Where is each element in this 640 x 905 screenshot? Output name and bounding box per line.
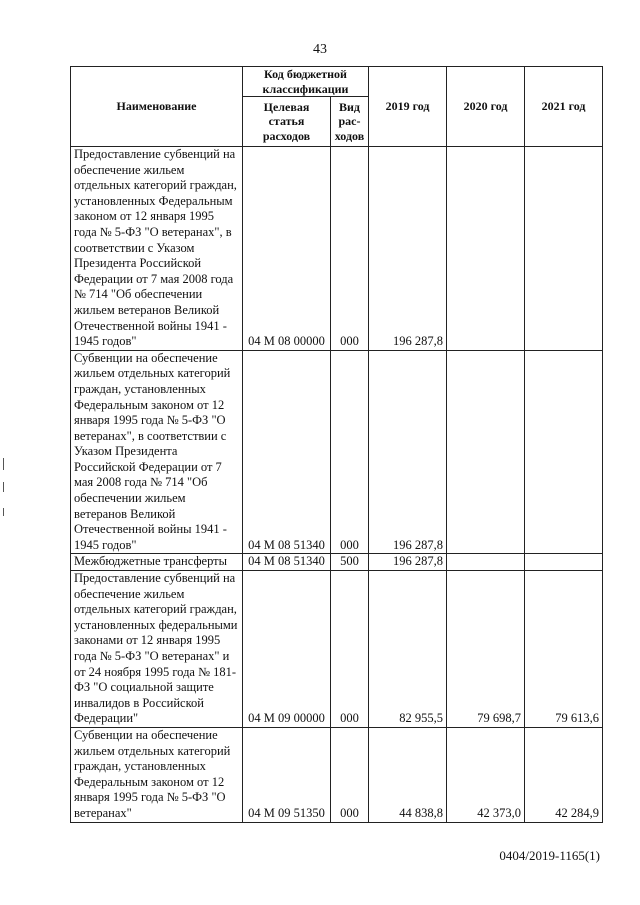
row-amount-2019: 82 955,5 — [369, 571, 447, 728]
row-name: Предоставление субвенций на обеспечение жильем отдельных категорий граждан, установленных Федеральным законом от 12 января 1995 года № 5-ФЗ "О ветеранах", в соответствии с Указом Президента Российской Федерации от 7 мая 2008 года № 714 "Об обеспечении жильем ветеранов Великой Отечественной войны 1941 - 1945 годов" — [71, 147, 243, 351]
row-amount-2020: 79 698,7 — [447, 571, 525, 728]
row-target-article: 04 М 08 00000 — [243, 147, 331, 351]
table-header — [71, 67, 603, 147]
row-amount-2020 — [447, 554, 525, 571]
row-amount-2021 — [525, 350, 603, 554]
table-body — [71, 147, 603, 823]
row-amount-2019: 44 838,8 — [369, 727, 447, 822]
row-name: Предоставление субвенций на обеспечение жильем отдельных категорий граждан, установленных федеральными законами от 12 января 1995 года № 5-ФЗ "О ветеранах" и от 24 ноября 1995 года № 181-ФЗ "О социальной защите инвалидов в Российской Федерации" — [71, 571, 243, 728]
row-amount-2019: 196 287,8 — [369, 350, 447, 554]
row-expense-type: 000 — [331, 147, 369, 351]
row-amount-2020: 42 373,0 — [447, 727, 525, 822]
row-amount-2021 — [525, 554, 603, 571]
row-name: Субвенции на обеспечение жильем отдельных категорий граждан, установленных Федеральным законом от 12 января 1995 года № 5-ФЗ "О ветеранах" — [71, 727, 243, 822]
table-row — [71, 727, 603, 822]
row-target-article: 04 М 09 00000 — [243, 571, 331, 728]
margin-tick — [3, 482, 4, 492]
row-expense-type: 500 — [331, 554, 369, 571]
table-row — [71, 554, 603, 571]
margin-tick — [3, 458, 4, 470]
header-2020: 2020 год — [447, 67, 525, 147]
table-row — [71, 571, 603, 728]
header-expense-type: Вид рас- ходов — [331, 97, 369, 147]
header-name: Наименование — [71, 67, 243, 147]
table-row — [71, 350, 603, 554]
row-amount-2021 — [525, 147, 603, 351]
row-target-article: 04 М 08 51340 — [243, 350, 331, 554]
row-target-article: 04 М 09 51350 — [243, 727, 331, 822]
header-2021: 2021 год — [525, 67, 603, 147]
margin-tick — [3, 508, 4, 516]
row-amount-2019: 196 287,8 — [369, 147, 447, 351]
row-expense-type: 000 — [331, 571, 369, 728]
row-amount-2019: 196 287,8 — [369, 554, 447, 571]
budget-table — [70, 66, 603, 823]
row-amount-2021: 79 613,6 — [525, 571, 603, 728]
document-code: 0404/2019-1165(1) — [499, 848, 600, 863]
row-name: Субвенции на обеспечение жильем отдельных категорий граждан, установленных Федеральным законом от 12 января 1995 года № 5-ФЗ "О ветеранах", в соответствии с Указом Президента Российской Федерации от 7 мая 2008 года № 714 "Об обеспечении жильем ветеранов Великой Отечественной войны 1941 - 1945 годов" — [71, 350, 243, 554]
header-2019: 2019 год — [369, 67, 447, 147]
row-expense-type: 000 — [331, 350, 369, 554]
page-number: 43 — [313, 42, 327, 57]
header-budget-code: Код бюджетной классификации — [243, 67, 369, 97]
row-expense-type: 000 — [331, 727, 369, 822]
row-target-article: 04 М 08 51340 — [243, 554, 331, 571]
header-target-article: Целевая статья расходов — [243, 97, 331, 147]
row-amount-2020 — [447, 147, 525, 351]
table-row — [71, 147, 603, 351]
row-amount-2021: 42 284,9 — [525, 727, 603, 822]
row-amount-2020 — [447, 350, 525, 554]
row-name: Межбюджетные трансферты — [71, 554, 243, 571]
